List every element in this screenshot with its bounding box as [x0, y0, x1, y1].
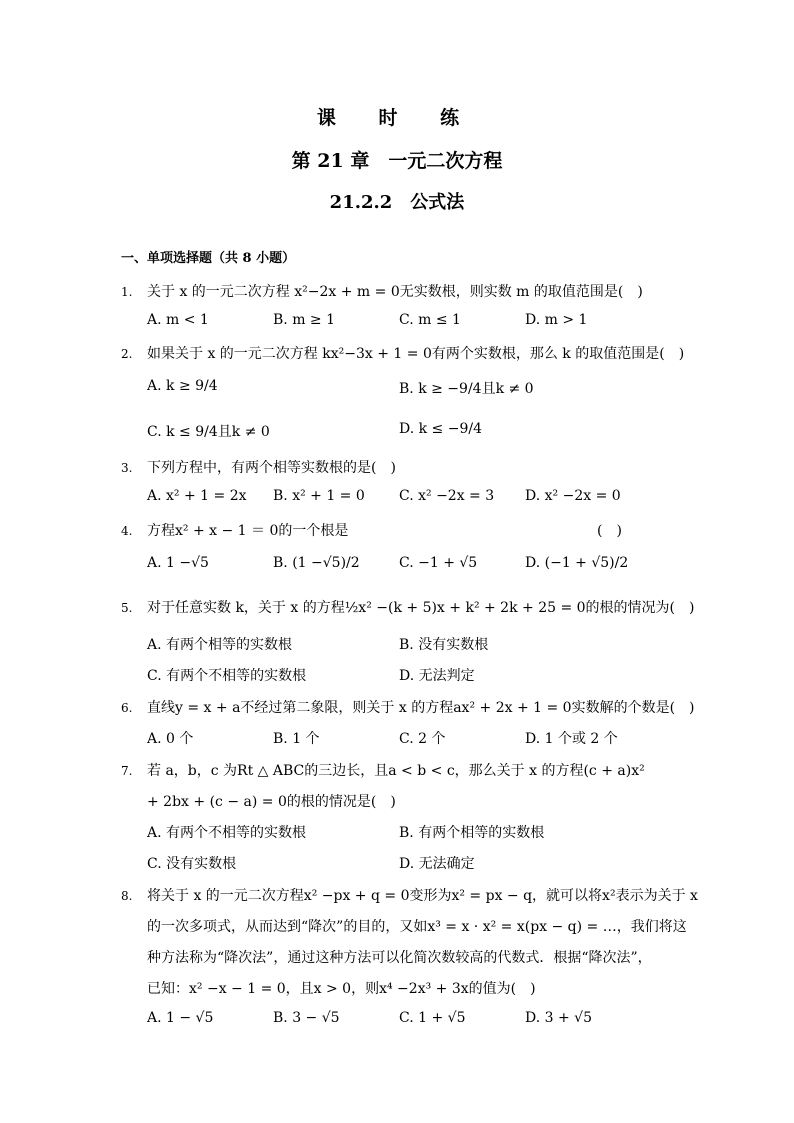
question-stem: 下列方程中，有两个相等实数根的是( ) [147, 460, 396, 476]
question-3 [121, 457, 396, 477]
question-stem: 关于 x 的一元二次方程 x²−2x + m = 0无实数根，则实数 m 的取值范围是( ) [147, 284, 643, 300]
question-1 [121, 281, 643, 301]
option-a: A. 有两个不相等的实数根 [147, 825, 307, 841]
question-number: 5. [121, 601, 133, 615]
question-number: 7. [121, 764, 133, 778]
option-c: C. m ≤ 1 [399, 312, 461, 328]
option-b: B. 有两个相等的实数根 [399, 825, 545, 841]
option-c: C. −1 + √5 [399, 555, 478, 571]
option-d: D. (−1 + √5)/2 [525, 555, 629, 571]
option-d: D. 1 个或 2 个 [525, 731, 618, 747]
section-title: 21.2.2 公式法 [329, 192, 465, 213]
option-a: A. k ≥ 9/4 [147, 378, 218, 394]
option-b: B. 3 − √5 [273, 1010, 340, 1026]
question-7 [121, 760, 645, 780]
option-d: D. 无法确定 [399, 856, 475, 872]
option-a: A. 1 −√5 [147, 555, 209, 571]
chapter-title: 第 21 章 一元二次方程 [291, 150, 503, 172]
question-stem-line-4: 已知：x² −x − 1 = 0，且x > 0，则x⁴ −2x³ + 3x的值为( ) [147, 981, 536, 997]
option-d: D. x² −2x = 0 [525, 488, 621, 504]
question-stem: 如果关于 x 的一元二次方程 kx²−3x + 1 = 0有两个实数根，那么 k 的取值范围是( ) [147, 346, 685, 362]
part-heading: 一、单项选择题（共 8 小题） [121, 251, 296, 266]
question-4 [121, 520, 348, 540]
question-5 [121, 597, 694, 617]
option-b: B. m ≥ 1 [273, 312, 336, 328]
option-b: B. k ≥ −9/4且k ≠ 0 [399, 381, 534, 397]
option-c: C. 有两个不相等的实数根 [147, 668, 307, 684]
option-c: C. 1 + √5 [399, 1010, 466, 1026]
question-stem: 方程x² + x − 1 ＝ 0的一个根是 [147, 523, 349, 539]
question-stem: 直线y = x + a不经过第二象限，则关于 x 的方程ax² + 2x + 1 = 0实数解的个数是( ) [147, 700, 695, 716]
option-c: C. 2 个 [399, 731, 446, 747]
option-a: A. m < 1 [147, 312, 209, 328]
option-a: A. 1 − √5 [147, 1010, 214, 1026]
question-stem: 若 a，b，c 为Rt △ ABC的三边长，且a < b < c，那么关于 x 的方程(c + a)x² [147, 763, 645, 779]
option-d: D. 3 + √5 [525, 1010, 592, 1026]
question-stem: 对于任意实数 k，关于 x 的方程½x² −(k + 5)x + k² + 2k + 25 = 0的根的情况为( ) [147, 600, 695, 616]
option-b: B. 1 个 [273, 731, 320, 747]
option-d: D. 无法判定 [399, 668, 475, 684]
question-number: 2. [121, 347, 133, 361]
option-b: B. x² + 1 = 0 [273, 488, 365, 504]
question-number: 8. [121, 889, 133, 903]
option-a: A. 0 个 [147, 731, 194, 747]
question-number: 4. [121, 524, 133, 538]
option-b: B. 没有实数根 [399, 637, 489, 653]
option-c: C. k ≤ 9/4且k ≠ 0 [147, 424, 270, 440]
option-c: C. 没有实数根 [147, 856, 237, 872]
answer-bracket: ( ) [597, 523, 622, 539]
option-a: A. 有两个相等的实数根 [147, 637, 293, 653]
question-8 [121, 885, 698, 905]
question-2 [121, 343, 684, 363]
question-stem-line-2: + 2bx + (c − a) = 0的根的情况是( ) [147, 794, 396, 810]
option-b: B. (1 −√5)/2 [273, 555, 360, 571]
document-title: 课 时 练 [316, 107, 478, 129]
question-stem: 将关于 x 的一元二次方程x² −px + q = 0变形为x² = px − q，就可以将x²表示为关于 x [147, 888, 698, 904]
question-stem-line-3: 种方法称为“降次法”，通过这种方法可以化简次数较高的代数式．根据“降次法”， [147, 950, 652, 966]
question-number: 1. [121, 285, 133, 299]
question-6 [121, 697, 695, 717]
option-d: D. m > 1 [525, 312, 588, 328]
question-number: 6. [121, 701, 133, 715]
option-a: A. x² + 1 = 2x [147, 488, 247, 504]
option-d: D. k ≤ −9/4 [399, 421, 483, 437]
question-number: 3. [121, 461, 133, 475]
question-stem-line-2: 的一次多项式，从而达到“降次”的目的，又如x³ = x · x² = x(px − q) = …，我们将这 [147, 919, 687, 935]
option-c: C. x² −2x = 3 [399, 488, 495, 504]
